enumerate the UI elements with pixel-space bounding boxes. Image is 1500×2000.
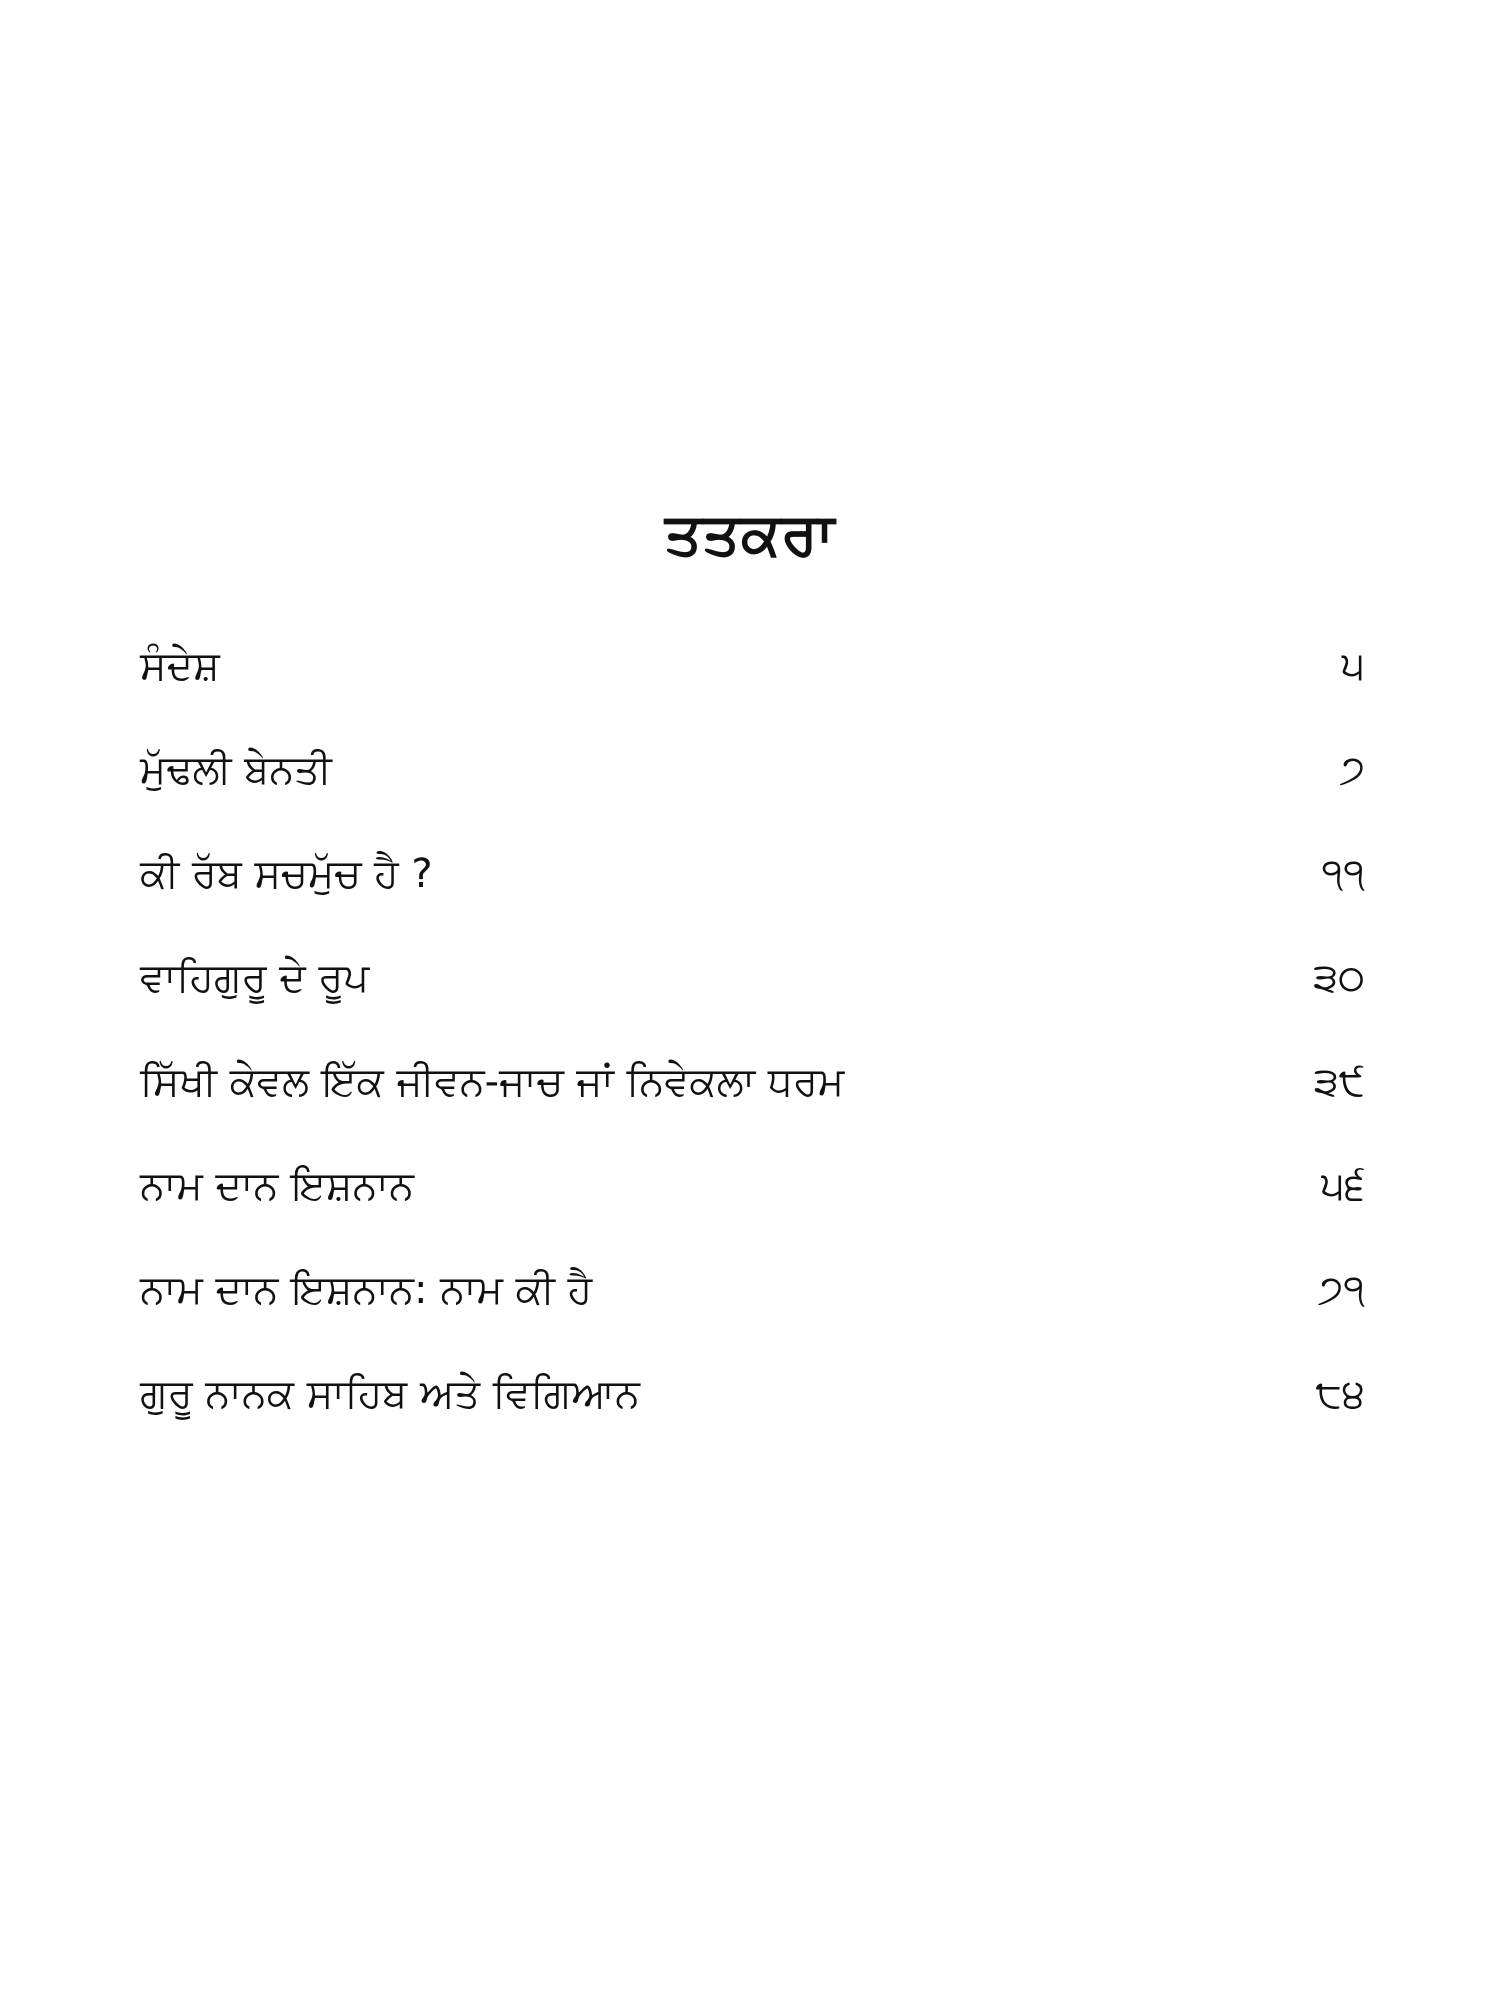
toc-page-number: ੩੦ — [1313, 955, 1365, 1001]
toc-entry-title: ਗੁਰੂ ਨਾਨਕ ਸਾਹਿਬ ਅਤੇ ਵਿਗਿਆਨ — [140, 1371, 640, 1417]
toc-entry-title: ਕੀ ਰੱਬ ਸਚਮੁੱਚ ਹੈ ? — [140, 851, 433, 897]
toc-entry-title: ਸਿੱਖੀ ਕੇਵਲ ਇੱਕ ਜੀਵਨ-ਜਾਚ ਜਾਂ ਨਿਵੇਕਲਾ ਧਰਮ — [140, 1059, 845, 1105]
toc-entry-title: ਵਾਹਿਗੁਰੂ ਦੇ ਰੂਪ — [140, 955, 370, 1001]
toc-page-number: ੧੧ — [1321, 851, 1365, 897]
toc-page-number: ੫੬ — [1321, 1163, 1365, 1209]
page-title: ਤਤਕਰਾ — [664, 499, 836, 568]
toc-row — [140, 614, 1365, 718]
toc-row — [140, 1030, 1365, 1134]
toc-row — [140, 926, 1365, 1030]
toc-row — [140, 1342, 1365, 1446]
table-of-contents — [140, 614, 1365, 1446]
toc-row — [140, 1238, 1365, 1342]
toc-row — [140, 718, 1365, 822]
toc-entry-title: ਨਾਮ ਦਾਨ ਇਸ਼ਨਾਨ: ਨਾਮ ਕੀ ਹੈ — [140, 1267, 593, 1313]
toc-row — [140, 1134, 1365, 1238]
toc-page-number: ੮੪ — [1315, 1371, 1365, 1417]
toc-page-number: ੩੯ — [1313, 1059, 1365, 1105]
toc-row — [140, 822, 1365, 926]
toc-page-number: ੭੧ — [1317, 1267, 1365, 1313]
toc-entry-title: ਨਾਮ ਦਾਨ ਇਸ਼ਨਾਨ — [140, 1163, 414, 1209]
toc-page-number: ੫ — [1341, 643, 1365, 689]
toc-entry-title: ਸੰਦੇਸ਼ — [140, 643, 220, 689]
toc-page-number: ੭ — [1339, 747, 1365, 793]
toc-entry-title: ਮੁੱਢਲੀ ਬੇਨਤੀ — [140, 747, 332, 793]
